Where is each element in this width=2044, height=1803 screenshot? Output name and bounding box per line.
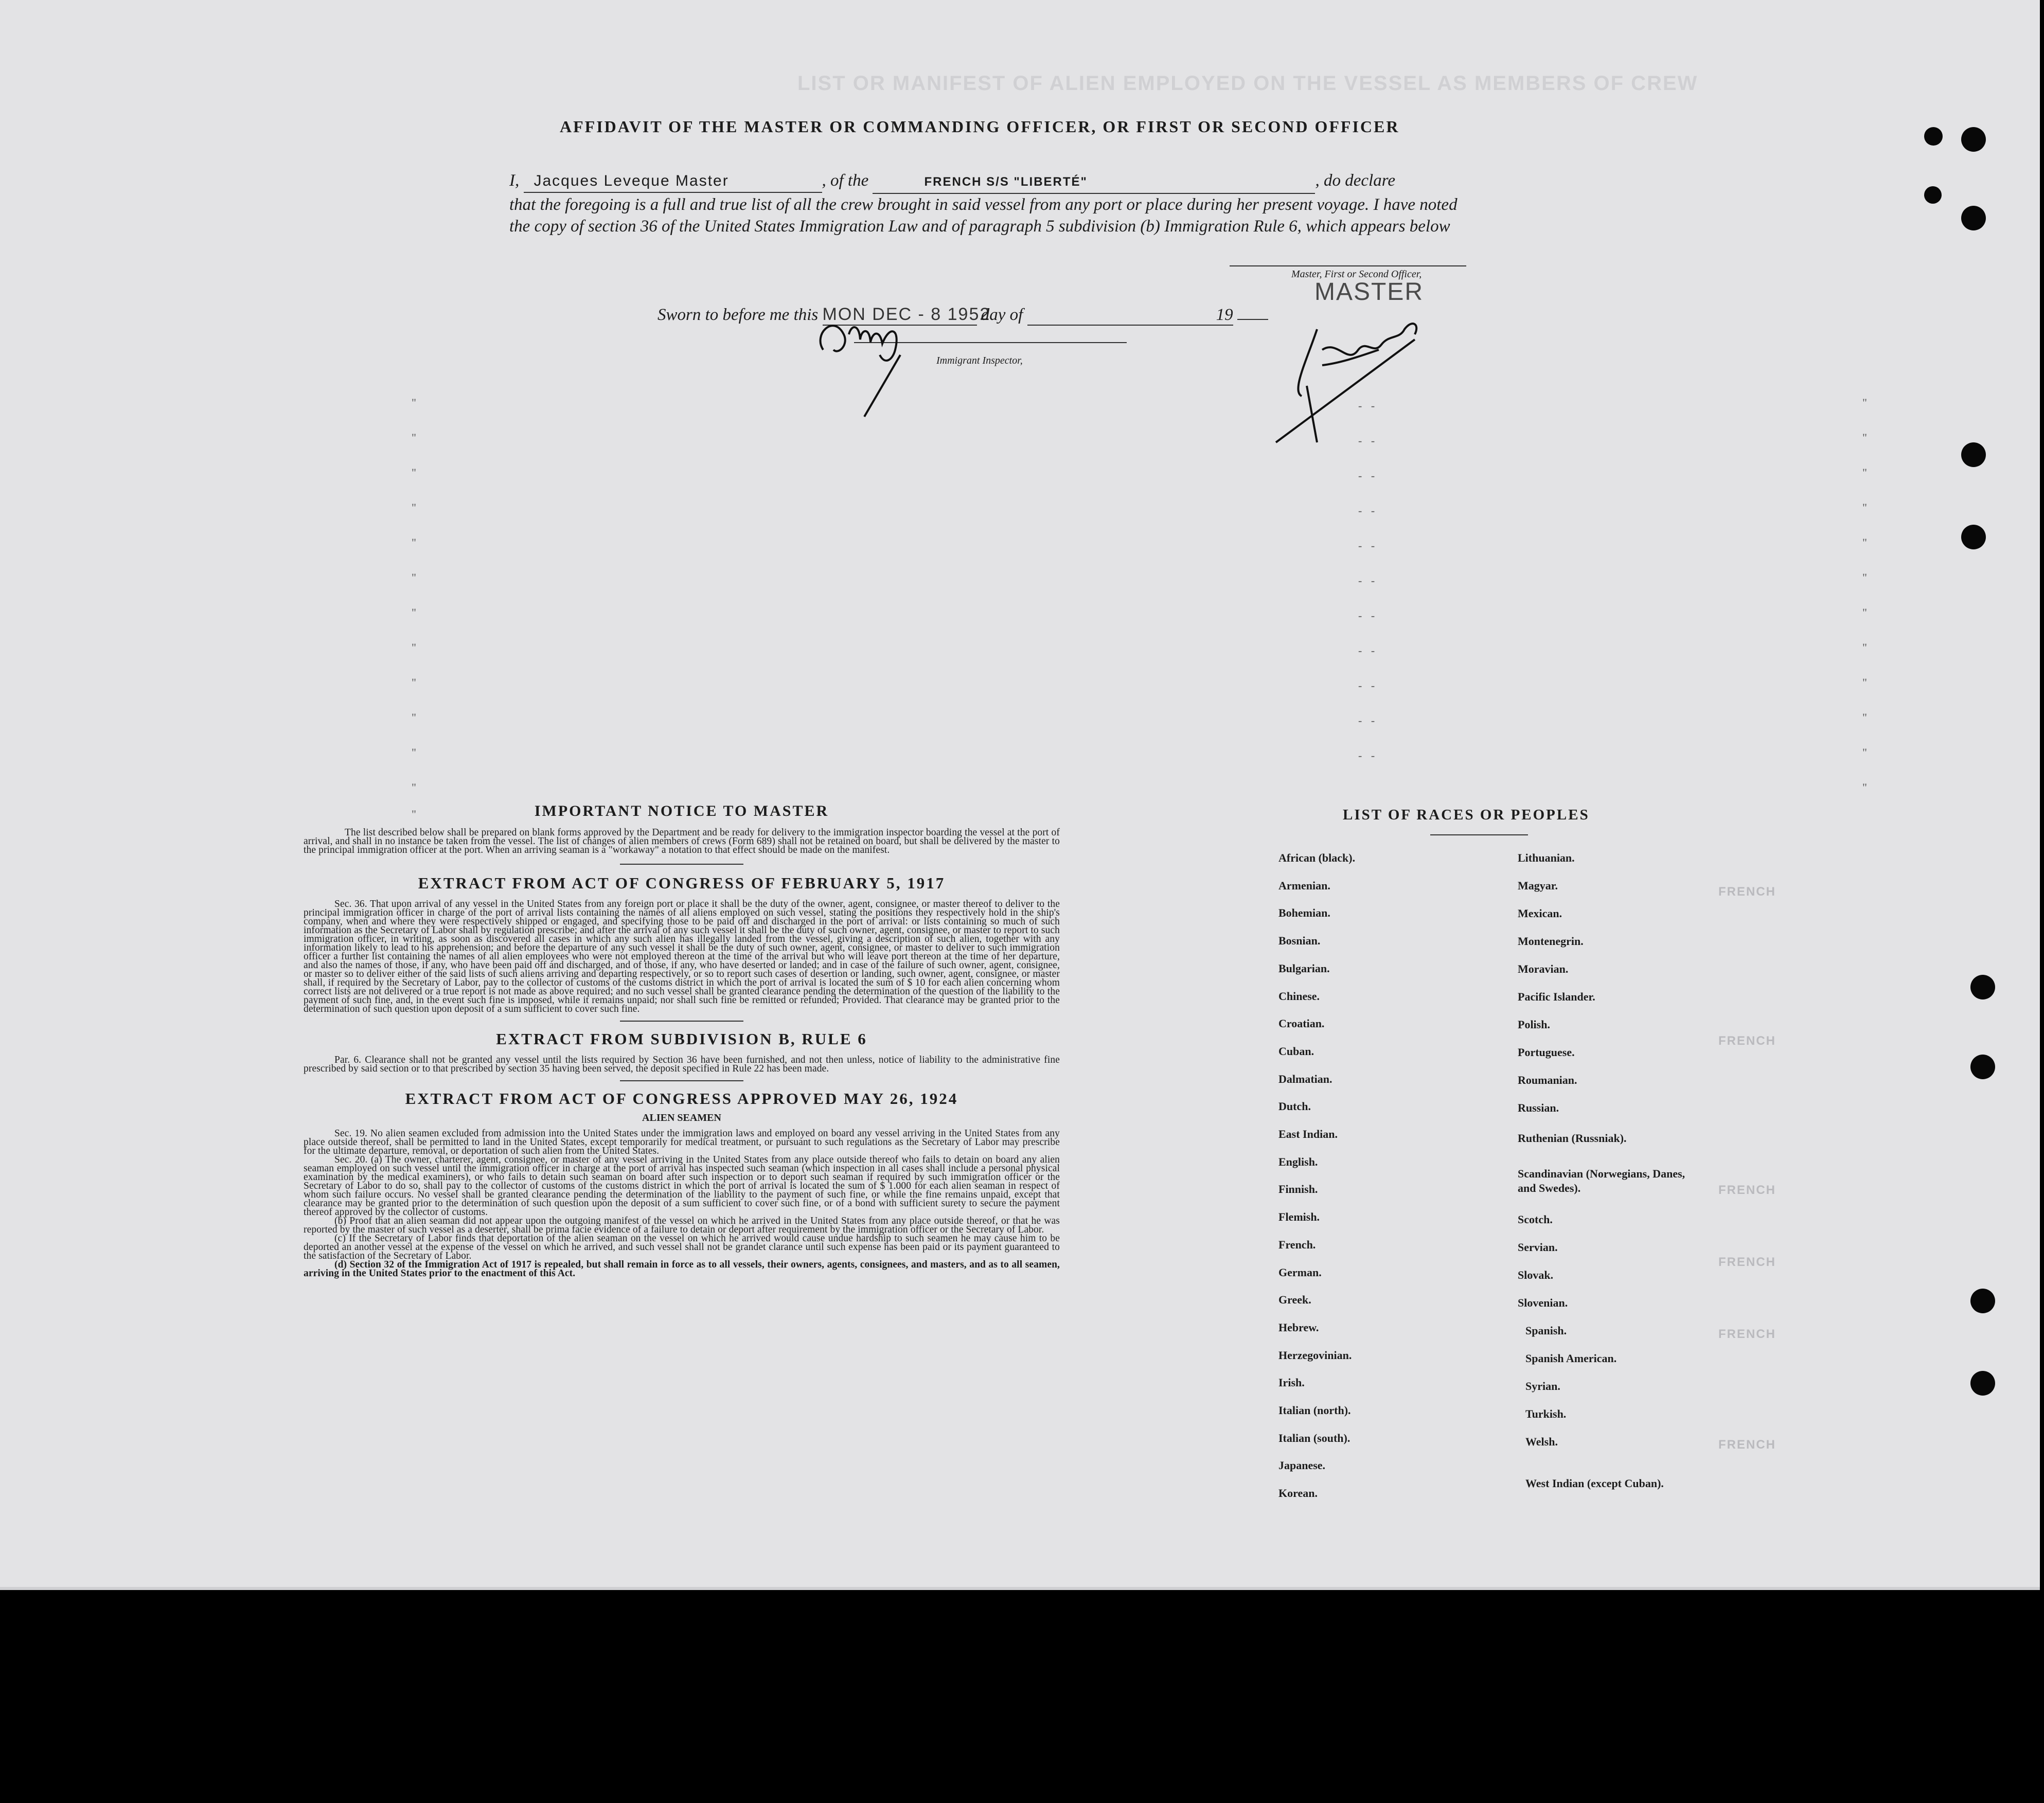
dash-mark: - - (1358, 749, 1378, 762)
race-item: African (black). (1278, 851, 1356, 864)
ditto-mark: " (412, 746, 416, 759)
race-item: Turkish. (1525, 1407, 1567, 1420)
race-item: Italian (south). (1278, 1431, 1350, 1444)
race-item: Dutch. (1278, 1100, 1311, 1113)
of-the-label: , of the (822, 171, 869, 190)
race-item: Montenegrin. (1518, 935, 1584, 948)
master-signature (1271, 309, 1466, 453)
punch-hole (1970, 1055, 1995, 1079)
master-stamp: MASTER (1314, 278, 1424, 306)
race-item: Mexican. (1518, 907, 1562, 920)
races-title: LIST OF RACES OR PEOPLES (1343, 807, 1590, 823)
race-item: Slovak. (1518, 1269, 1554, 1281)
day-of-label: day of (981, 306, 1023, 324)
sworn-label: Sworn to before me this (657, 306, 819, 324)
race-item: Bohemian. (1278, 906, 1330, 920)
notice-title: IMPORTANT NOTICE TO MASTER (534, 802, 829, 819)
extract-1924-title: EXTRACT FROM ACT OF CONGRESS APPROVED MAY 26, 1924 (405, 1090, 958, 1108)
dash-mark: - - (1358, 434, 1378, 447)
extract-rule6-text: Par. 6. Clearance shall not be granted any vessel until the lists required by Section 36 have been furnished, and not then unless, notice of liability to the administrative fine prescribed by said section or to that prescribed by section 35 having been served, the deposit specified in Rule 22 has been made. (304, 1055, 1060, 1074)
affidavit-title: AFFIDAVIT OF THE MASTER OR COMMANDING OFFICER, OR FIRST OR SECOND OFFICER (560, 117, 1400, 136)
race-item: Spanish American. (1525, 1352, 1617, 1365)
punch-hole (1961, 206, 1986, 230)
ditto-mark: " (412, 676, 416, 689)
bleed-through-entry: FRENCH (1718, 1438, 1776, 1452)
race-item: Magyar. (1518, 879, 1558, 892)
race-item: Cuban. (1278, 1044, 1314, 1058)
extract-1924-sec20d: (d) Section 32 of the Immigration Act of 1917 is repealed, but shall remain in force as to all vessels, their owners, agents, consignees, and masters, and as to all seamen, arriving in the United States prior to the enactment of this Act. (304, 1259, 1060, 1279)
inspector-caption: Immigrant Inspector, (936, 355, 1023, 366)
inspector-signature (803, 304, 1019, 422)
dash-mark: - - (1358, 679, 1378, 692)
race-item: Scandinavian (Norwegians, Danes, and Swedes). (1518, 1167, 1685, 1194)
race-item: Ruthenian (Russniak). (1518, 1132, 1627, 1145)
race-item: Russian. (1518, 1101, 1559, 1114)
sworn-date-stamp: MON DEC - 8 1952 (823, 305, 977, 326)
race-item: Spanish. (1525, 1324, 1567, 1337)
do-declare-label: , do declare (1315, 171, 1395, 190)
punch-hole (1970, 1289, 1995, 1313)
ditto-mark: " (1862, 431, 1867, 444)
race-item: Portuguese. (1518, 1046, 1575, 1059)
bleed-through-entry: FRENCH (1718, 1183, 1776, 1197)
ditto-mark: " (1862, 396, 1867, 409)
race-item: Slovenian. (1518, 1296, 1568, 1309)
punch-hole (1961, 442, 1986, 467)
ditto-mark: " (1862, 606, 1867, 619)
bleed-through-entry: FRENCH (1718, 885, 1776, 899)
race-item: English. (1278, 1155, 1318, 1168)
races-title-rule (1430, 834, 1528, 835)
bleed-through-header: LIST OR MANIFEST OF ALIEN EMPLOYED ON THE VESSEL AS MEMBERS OF CREW (797, 72, 1698, 95)
affidavit-body: that the foregoing is a full and true list of all the crew brought in said vessel from any port or place during her present voyage. I have noted the copy of section 36 of the United States Immigration Law and of paragraph 5 subdivision (b) Immigration Rule 6, which appears below (509, 195, 1458, 236)
ditto-mark: " (412, 641, 416, 654)
race-item: Chinese. (1278, 989, 1320, 1003)
race-item: Scotch. (1518, 1213, 1553, 1226)
race-item: Hebrew. (1278, 1320, 1319, 1334)
master-name-field: Jacques Leveque Master (524, 170, 822, 193)
race-item: East Indian. (1278, 1128, 1338, 1140)
race-item: Finnish. (1278, 1183, 1318, 1196)
race-item: Greek. (1278, 1293, 1311, 1307)
race-item: French. (1278, 1238, 1316, 1251)
punch-hole (1970, 1371, 1995, 1396)
ditto-mark: " (412, 571, 416, 584)
ditto-mark: " (412, 501, 416, 514)
master-caption: Master, First or Second Officer, (1291, 269, 1422, 280)
race-item: Pacific Islander. (1518, 990, 1595, 1003)
race-item: Servian. (1518, 1241, 1558, 1254)
race-item: German. (1278, 1265, 1322, 1279)
race-item: Japanese. (1278, 1459, 1326, 1472)
race-item: Bosnian. (1278, 934, 1321, 948)
ditto-mark: " (412, 466, 416, 479)
race-item: Lithuanian. (1518, 851, 1575, 864)
race-item: Herzegovinian. (1278, 1348, 1352, 1362)
ditto-mark: " (1862, 746, 1867, 759)
race-item: Italian (north). (1278, 1404, 1351, 1417)
ditto-mark: " (1862, 676, 1867, 689)
year-prefix: 19 (1027, 306, 1233, 326)
ditto-mark: " (412, 606, 416, 619)
race-item: Korean. (1278, 1487, 1318, 1500)
i-label: I, (509, 171, 520, 190)
dash-mark: - - (1358, 644, 1378, 657)
race-item: Armenian. (1278, 879, 1330, 892)
punch-hole (1961, 525, 1986, 549)
ditto-mark: " (1862, 571, 1867, 584)
punch-hole (1924, 127, 1943, 146)
extract-1924-sec20b: (b) Proof that an alien seaman did not appear upon the outgoing manifest of the vessel on which he arrived in the United States from any place outside thereof, or that he was reported by the master of such vessel as a deserter, shall be prima facie evidence of a failure to detain or deport after requirement by the immigration officer or the Secretary of Labor. (304, 1216, 1060, 1235)
extract-1924-sec20c: (c) If the Secretary of Labor finds that deportation of the alien seaman on the vessel on which he arrived would cause undue hardship to such seamen he may cause him to be deported an another vessel at the expense of the vessel on which he arrived, and such vessel shall not be grandet clarance until such expense has been paid or its payment guaranteed to the satisfaction of the Secretary of Labor. (304, 1233, 1060, 1261)
race-item: Syrian. (1525, 1380, 1560, 1393)
race-item: Croatian. (1278, 1017, 1325, 1030)
dash-mark: - - (1358, 469, 1378, 482)
ditto-mark: " (1862, 501, 1867, 514)
race-item: West Indian (except Cuban). (1525, 1477, 1664, 1490)
extract-1924-sec20a: Sec. 20. (a) The owner, charterer, agent, consignee, or master of any vessel arriving in the United States from any place outside thereof who fails to detain on board any alien seaman employed on such vessel until the immigration officer in charge at the port of arrival has inspected such seaman (which inspection in all cases shall include a personal physical examination by the medical examiners), or who fails to detain such seaman on board after such inspection or to deport such seaman if required by such immigration officer or the Secretary of Labor to do so, shall pay to the collector of customs of the customs district in which the port of arrival is located the sum of $ 1.000 for each alien seaman in respect of whom such failure occurs. No vessel shall be granted clearance pending the determination of the liability to the payment of such fine, or while the fine remains unpaid, except that clearance may be granted prior to the determination of such question upon the deposit of a sum sufficient to cover such fine, or of a bond with sufficient surety to secure the payment thereof approved by the collector of customs. (304, 1154, 1060, 1218)
ditto-mark: " (1862, 781, 1867, 794)
bleed-through-entry: FRENCH (1718, 1327, 1776, 1341)
ditto-mark: " (412, 808, 416, 820)
race-item: Flemish. (1278, 1210, 1320, 1224)
dash-mark: - - (1358, 609, 1378, 622)
vessel-field: FRENCH S/S "LIBERTÉ" (873, 171, 1315, 194)
race-item: Polish. (1518, 1018, 1550, 1031)
ditto-mark: " (1862, 711, 1867, 724)
ditto-mark: " (412, 536, 416, 549)
race-item: Dalmatian. (1278, 1072, 1332, 1085)
extract-1917-title: EXTRACT FROM ACT OF CONGRESS OF FEBRUARY 5, 1917 (418, 874, 946, 892)
extract-1917-text: Sec. 36. That upon arrival of any vessel in the United States from any foreign port or place it shall be the duty of the owner, agent, consignee, or master thereof to deliver to the principal immigration officer in charge of the port of arrival lists containing the names of all aliens employed on such vessel, stating the positions they respectively hold in the ship's company, when and where they were respectively shipped or engaged, and specifying those to be paid off and discharged in the port of arrival: or lists containing so much of such information as the Secretary of Labor shall by regulation prescribe; and after the arrival of any such vessel it shall be the duty of such owner, agent, consignee, or master to report to such immigration officer, in writing, as soon as discovered all cases in which any such alien has illegally landed from the vessel, giving a description of such alien, together with any information likely to lead to his apprehension; and before the departure of any such vessel it shall be the duty of such owner, agent, consignee, or master to deliver to such immigration officer a further list containing the names of all alien employees who were not employed thereon at the time of the arrival but who will leave port thereon at the time of her departure, and also the names of those, if any, who have been paid off and discharged, and of those, if any, who have deserted or landed; and in case of the failure of such owner, agent, consignee, or master so to deliver either of the said lists of such aliens arriving and departing respectively, or so to report such cases of desertion or landing, such owner, agent, consignee, or master shall, if required by the Secretary of Labor, pay to the collector of customs of the customs district in which the port of arrival is located the sum of $ 10 for each alien concerning whom correct lists are not delivered or a true report is not made as above required; and no such vessel shall be granted clearance pending the determination of the question of the liability to the payment of such fine, and, in the event such fine is imposed, while it remains unpaid; nor shall such fine be remitted or refunded; Provided. That clearance may be granted prior to the determination of such question upon deposit of a sum sufficient to cover such fine. (304, 899, 1060, 1014)
ditto-mark: " (412, 711, 416, 724)
notice-section (304, 802, 1060, 1278)
dash-mark: - - (1358, 539, 1378, 552)
ditto-mark: " (1862, 641, 1867, 654)
ditto-mark: " (412, 431, 416, 444)
race-item: Moravian. (1518, 962, 1569, 975)
race-item: Welsh. (1525, 1435, 1558, 1448)
extract-rule6-title: EXTRACT FROM SUBDIVISION B, RULE 6 (496, 1030, 867, 1048)
master-signature-line (1230, 265, 1466, 266)
dash-mark: - - (1358, 504, 1378, 517)
punch-hole (1961, 127, 1986, 152)
dash-mark: - - (1358, 714, 1378, 727)
ditto-mark: " (412, 781, 416, 794)
race-item: Irish. (1278, 1376, 1305, 1389)
affidavit-declaration (509, 170, 1471, 237)
dash-mark: - - (1358, 399, 1378, 412)
ditto-mark: " (1862, 536, 1867, 549)
dash-mark: - - (1358, 574, 1378, 587)
extract-1924-sec19: Sec. 19. No alien seamen excluded from admission into the United States under the immigration laws and employed on board any vessel arriving in the United States from any place outside thereof, shall be permitted to land in the United States, except temporarily for medical treatment, or pursuant to such regulations as the Secretary of Labor may prescribe for the ultimate departure, removal, or deportation of such alien from the United States. (304, 1128, 1060, 1156)
ditto-mark: " (1862, 466, 1867, 479)
extract-1924-subtitle: ALIEN SEAMEN (642, 1112, 721, 1123)
bleed-through-entry: FRENCH (1718, 1255, 1776, 1269)
ditto-mark: " (412, 396, 416, 409)
punch-hole (1924, 186, 1942, 204)
bleed-through-entry: FRENCH (1718, 1034, 1776, 1048)
notice-text: The list described below shall be prepared on blank forms approved by the Department and be ready for delivery to the immigration inspector boarding the vessel at the port of arrival, and shall in no instance be taken from the vessel. The list of changes of alien members of crews (Form 689) shall not be retained on board, but shall be delivered by the master to the principal immigration officer at the port. When an arriving seaman is a "workaway" a notation to that effect should be made on the manifest. (304, 827, 1060, 855)
race-item: Roumanian. (1518, 1074, 1577, 1086)
punch-hole (1970, 975, 1995, 999)
race-item: Bulgarian. (1278, 961, 1330, 975)
